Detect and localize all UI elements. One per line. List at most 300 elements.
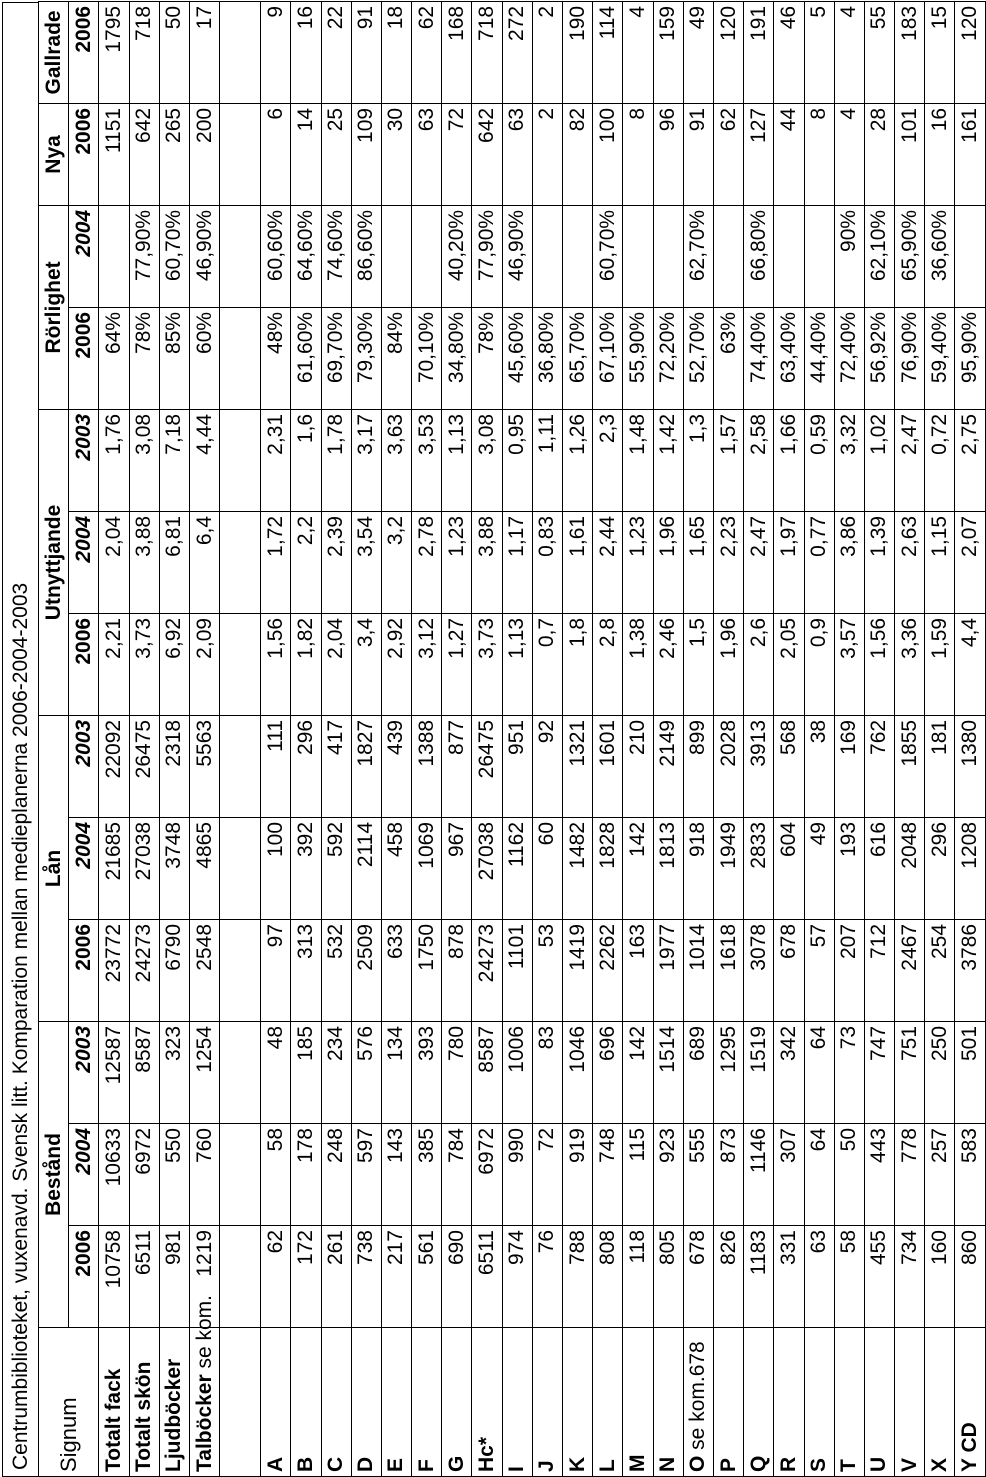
- table-row: [291, 1, 321, 1476]
- table-cell: 3786: [955, 919, 985, 1021]
- table-cell: 27038: [129, 817, 159, 919]
- table-cell: 10633: [99, 1124, 129, 1226]
- signum-label: Totalt skön: [132, 1361, 156, 1472]
- table-cell: 161: [955, 103, 985, 205]
- table-cell: 77,90%: [472, 205, 502, 307]
- table-cell: 2,23: [713, 511, 743, 613]
- table-row: [955, 1, 985, 1476]
- table-row: [381, 1, 411, 1476]
- table-cell: 272: [502, 1, 532, 103]
- table-cell: 501: [955, 1021, 985, 1123]
- table-cell: 1,42: [653, 409, 683, 511]
- table-cell: 1183: [744, 1226, 774, 1328]
- table-cell: 1,61: [563, 511, 593, 613]
- empty-cell: [220, 1124, 261, 1226]
- table-cell: 8587: [472, 1021, 502, 1123]
- table-cell: 142: [623, 817, 653, 919]
- header-year-11: 2006: [69, 103, 99, 205]
- table-cell: 6511: [472, 1226, 502, 1328]
- table-cell: 550: [159, 1124, 189, 1226]
- table-cell: 76,90%: [895, 307, 925, 409]
- table-cell: 1,26: [563, 409, 593, 511]
- table-cell: 747: [864, 1021, 894, 1123]
- table-row: [261, 1, 291, 1476]
- table-cell: 178: [291, 1124, 321, 1226]
- table-cell: 690: [442, 1226, 472, 1328]
- table-cell: 2318: [159, 715, 189, 817]
- table-cell: 696: [593, 1021, 623, 1123]
- table-cell: 4,44: [189, 409, 219, 511]
- table-cell: 1601: [593, 715, 623, 817]
- table-cell: 3,12: [412, 613, 442, 715]
- table-cell: 392: [291, 817, 321, 919]
- totals-row: [99, 1, 129, 1476]
- table-cell: 555: [683, 1124, 713, 1226]
- table-cell: 72,40%: [834, 307, 864, 409]
- row-label: [593, 1328, 623, 1477]
- table-cell: 60,70%: [593, 205, 623, 307]
- table-cell: 52,70%: [683, 307, 713, 409]
- table-cell: 190: [563, 1, 593, 103]
- table-cell: 2149: [653, 715, 683, 817]
- table-cell: 53: [532, 919, 562, 1021]
- table-cell: 38: [804, 715, 834, 817]
- row-label: [804, 1328, 834, 1477]
- table-cell: 393: [412, 1021, 442, 1123]
- table-cell: 417: [321, 715, 351, 817]
- table-cell: 642: [129, 103, 159, 205]
- table-cell: 25: [321, 103, 351, 205]
- table-cell: 48%: [261, 307, 291, 409]
- row-label: [291, 1328, 321, 1477]
- table-cell: 313: [291, 919, 321, 1021]
- table-cell: 1,78: [321, 409, 351, 511]
- empty-cell: [220, 409, 261, 511]
- empty-cell: [220, 103, 261, 205]
- table-cell: 3,36: [895, 613, 925, 715]
- row-label: [189, 1294, 219, 1477]
- table-row: [925, 1, 955, 1476]
- table-cell: 2028: [713, 715, 743, 817]
- table-cell: 2,44: [593, 511, 623, 613]
- empty-cell: [220, 817, 261, 919]
- table-cell: 27038: [472, 817, 502, 919]
- table-cell: 981: [159, 1226, 189, 1328]
- row-label: [321, 1328, 351, 1477]
- table-cell: 826: [713, 1226, 743, 1328]
- row-label: [713, 1328, 743, 1477]
- table-cell: 1380: [955, 715, 985, 817]
- table-cell: 1,11: [532, 409, 562, 511]
- table-row: [683, 1, 713, 1476]
- table-cell: [381, 205, 411, 307]
- table-cell: 1828: [593, 817, 623, 919]
- table-cell: 860: [955, 1226, 985, 1328]
- table-cell: 1813: [653, 817, 683, 919]
- table-cell: 6972: [472, 1124, 502, 1226]
- header-group-5: Gallrade: [39, 1, 69, 103]
- table-cell: 64%: [99, 307, 129, 409]
- table-cell: 1,8: [563, 613, 593, 715]
- row-label: [532, 1328, 562, 1477]
- table-cell: 877: [442, 715, 472, 817]
- table-cell: 3,88: [472, 511, 502, 613]
- signum-label: F: [414, 1459, 438, 1472]
- table-cell: 24273: [472, 919, 502, 1021]
- table-cell: 2833: [744, 817, 774, 919]
- table-cell: 751: [895, 1021, 925, 1123]
- table-cell: 1,96: [713, 613, 743, 715]
- table-cell: 918: [683, 817, 713, 919]
- table-cell: 48: [261, 1021, 291, 1123]
- header-year-10: 2004: [69, 205, 99, 307]
- table-cell: 62: [261, 1226, 291, 1328]
- table-cell: 616: [864, 817, 894, 919]
- table-cell: 61,60%: [291, 307, 321, 409]
- table-cell: 1,13: [442, 409, 472, 511]
- table-cell: 1219: [189, 1226, 219, 1328]
- header-year-0: 2006: [69, 1226, 99, 1328]
- table-cell: 193: [834, 817, 864, 919]
- signum-label: Totalt fack: [101, 1368, 125, 1472]
- row-label: [774, 1328, 804, 1477]
- row-label: [129, 1328, 159, 1477]
- table-cell: 1,39: [864, 511, 894, 613]
- table-cell: 1,65: [683, 511, 713, 613]
- table-cell: 6511: [129, 1226, 159, 1328]
- table-row: [442, 1, 472, 1476]
- table-cell: 748: [593, 1124, 623, 1226]
- empty-cell: [220, 1, 261, 103]
- table-cell: 1,15: [925, 511, 955, 613]
- table-cell: 3,86: [834, 511, 864, 613]
- table-cell: 58: [261, 1124, 291, 1226]
- table-row: [653, 1, 683, 1476]
- table-cell: 248: [321, 1124, 351, 1226]
- table-cell: 1101: [502, 919, 532, 1021]
- table-row: [321, 1, 351, 1476]
- table-cell: 2,09: [189, 613, 219, 715]
- table-cell: 6,4: [189, 511, 219, 613]
- header-group-0: Bestånd: [39, 1021, 69, 1327]
- table-cell: 760: [189, 1124, 219, 1226]
- table-cell: 90%: [834, 205, 864, 307]
- table-cell: 718: [472, 1, 502, 103]
- table-cell: 101: [895, 103, 925, 205]
- signum-label: L: [595, 1459, 619, 1472]
- table-cell: 74,40%: [744, 307, 774, 409]
- table-cell: 808: [593, 1226, 623, 1328]
- table-cell: 1151: [99, 103, 129, 205]
- table-cell: 50: [159, 1, 189, 103]
- table-cell: 172: [291, 1226, 321, 1328]
- table-cell: 0,77: [804, 511, 834, 613]
- table-cell: 64: [804, 1124, 834, 1226]
- table-cell: 26475: [472, 715, 502, 817]
- signum-label: P: [716, 1457, 740, 1472]
- table-cell: 3,32: [834, 409, 864, 511]
- table-cell: 1321: [563, 715, 593, 817]
- table-cell: 82: [563, 103, 593, 205]
- table-cell: 4: [623, 1, 653, 103]
- table-cell: 1750: [412, 919, 442, 1021]
- totals-row: [189, 1, 219, 1476]
- table-cell: 55: [864, 1, 894, 103]
- table-cell: 17: [189, 1, 219, 103]
- table-cell: 0,9: [804, 613, 834, 715]
- signum-label: V: [897, 1457, 921, 1472]
- table-cell: 1618: [713, 919, 743, 1021]
- table-cell: 967: [442, 817, 472, 919]
- table-row: [593, 1, 623, 1476]
- row-label: [834, 1328, 864, 1477]
- table-cell: 185: [291, 1021, 321, 1123]
- row-label: [442, 1328, 472, 1477]
- table-cell: 951: [502, 715, 532, 817]
- table-cell: 604: [774, 817, 804, 919]
- table-cell: 1,97: [774, 511, 804, 613]
- table-cell: 120: [713, 1, 743, 103]
- table-cell: 30: [381, 103, 411, 205]
- table-cell: 58: [834, 1226, 864, 1328]
- table-cell: [623, 205, 653, 307]
- signum-label: M: [625, 1454, 649, 1472]
- table-cell: 873: [713, 1124, 743, 1226]
- signum-label: Talböcker: [192, 1374, 216, 1472]
- table-cell: 210: [623, 715, 653, 817]
- table-cell: 3748: [159, 817, 189, 919]
- table-cell: 83: [532, 1021, 562, 1123]
- header-year-2: 2003: [69, 1021, 99, 1123]
- table-cell: 60: [532, 817, 562, 919]
- table-cell: 3,54: [351, 511, 381, 613]
- table-cell: 0,72: [925, 409, 955, 511]
- table-cell: 24273: [129, 919, 159, 1021]
- comparison-table: [38, 1, 986, 1477]
- table-cell: 455: [864, 1226, 894, 1328]
- header-group-4: Nya: [39, 103, 69, 205]
- signum-label: I: [505, 1466, 529, 1472]
- table-cell: 6790: [159, 919, 189, 1021]
- table-cell: 3,17: [351, 409, 381, 511]
- table-cell: 296: [925, 817, 955, 919]
- table-cell: 95,90%: [955, 307, 985, 409]
- row-label: [502, 1328, 532, 1477]
- table-cell: [532, 205, 562, 307]
- table-cell: 2,8: [593, 613, 623, 715]
- table-cell: [713, 205, 743, 307]
- signum-label: D: [354, 1456, 378, 1472]
- table-cell: 76: [532, 1226, 562, 1328]
- table-cell: 2,63: [895, 511, 925, 613]
- table-cell: 60,60%: [261, 205, 291, 307]
- table-cell: 788: [563, 1226, 593, 1328]
- totals-row: [159, 1, 189, 1476]
- table-cell: [99, 205, 129, 307]
- table-cell: 169: [834, 715, 864, 817]
- table-cell: 762: [864, 715, 894, 817]
- table-cell: 8587: [129, 1021, 159, 1123]
- table-row: [804, 1, 834, 1476]
- table-cell: 191: [744, 1, 774, 103]
- empty-cell: [220, 511, 261, 613]
- table-cell: 28: [864, 103, 894, 205]
- table-cell: 974: [502, 1226, 532, 1328]
- table-cell: 1146: [744, 1124, 774, 1226]
- table-cell: 163: [623, 919, 653, 1021]
- table-cell: 4,4: [955, 613, 985, 715]
- signum-label: X: [927, 1457, 951, 1472]
- table-cell: 439: [381, 715, 411, 817]
- table-cell: 1949: [713, 817, 743, 919]
- table-cell: 72,20%: [653, 307, 683, 409]
- signum-label: T: [837, 1459, 861, 1472]
- table-cell: 734: [895, 1226, 925, 1328]
- table-cell: 2548: [189, 919, 219, 1021]
- table-cell: [955, 205, 985, 307]
- table-cell: 49: [683, 1, 713, 103]
- table-cell: 57: [804, 919, 834, 1021]
- table-row: [623, 1, 653, 1476]
- table-cell: 1069: [412, 817, 442, 919]
- table-cell: [563, 205, 593, 307]
- table-cell: 34,80%: [442, 307, 472, 409]
- header-group-row: [39, 1, 69, 1476]
- row-label: [683, 1328, 713, 1477]
- table-cell: 4: [834, 103, 864, 205]
- table-cell: 1,6: [291, 409, 321, 511]
- table-cell: 77,90%: [129, 205, 159, 307]
- table-cell: [412, 205, 442, 307]
- table-cell: 3,57: [834, 613, 864, 715]
- row-label: [925, 1328, 955, 1477]
- row-label: [955, 1328, 985, 1477]
- table-cell: 22092: [99, 715, 129, 817]
- table-cell: 181: [925, 715, 955, 817]
- signum-label: J: [535, 1460, 559, 1472]
- table-cell: 159: [653, 1, 683, 103]
- header-year-3: 2006: [69, 919, 99, 1021]
- table-cell: 62: [412, 1, 442, 103]
- table-cell: 45,60%: [502, 307, 532, 409]
- signum-label: C: [324, 1456, 348, 1472]
- table-cell: 9: [261, 1, 291, 103]
- table-row: [774, 1, 804, 1476]
- table-cell: 46: [774, 1, 804, 103]
- table-cell: 0,59: [804, 409, 834, 511]
- table-cell: 160: [925, 1226, 955, 1328]
- table-cell: 3,73: [129, 613, 159, 715]
- table-cell: 1,56: [864, 613, 894, 715]
- table-cell: 0,7: [532, 613, 562, 715]
- row-label: [744, 1328, 774, 1477]
- table-cell: 2,04: [321, 613, 351, 715]
- table-row: [895, 1, 925, 1476]
- header-group-1: Lån: [39, 715, 69, 1021]
- table-cell: 59,40%: [925, 307, 955, 409]
- header-year-7: 2004: [69, 511, 99, 613]
- table-cell: 805: [653, 1226, 683, 1328]
- table-cell: 91: [351, 1, 381, 103]
- table-cell: 8: [804, 103, 834, 205]
- header-year-9: 2006: [69, 307, 99, 409]
- table-cell: 46,90%: [502, 205, 532, 307]
- table-cell: 2: [532, 103, 562, 205]
- table-cell: 780: [442, 1021, 472, 1123]
- table-cell: 919: [563, 1124, 593, 1226]
- table-cell: 3,2: [381, 511, 411, 613]
- row-label: [472, 1328, 502, 1477]
- table-cell: 134: [381, 1021, 411, 1123]
- table-cell: 0,95: [502, 409, 532, 511]
- table-row: [472, 1, 502, 1476]
- table-cell: 67,10%: [593, 307, 623, 409]
- signum-label: E: [384, 1457, 408, 1472]
- table-row: [834, 1, 864, 1476]
- table-cell: 597: [351, 1124, 381, 1226]
- table-cell: 2262: [593, 919, 623, 1021]
- empty-cell: [220, 1021, 261, 1123]
- table-cell: 115: [623, 1124, 653, 1226]
- table-cell: 1046: [563, 1021, 593, 1123]
- totals-row: [129, 1, 159, 1476]
- table-cell: 63: [412, 103, 442, 205]
- table-cell: 990: [502, 1124, 532, 1226]
- table-cell: 1,02: [864, 409, 894, 511]
- table-cell: 118: [623, 1226, 653, 1328]
- table-cell: 385: [412, 1124, 442, 1226]
- table-cell: 923: [653, 1124, 683, 1226]
- table-cell: 72: [442, 103, 472, 205]
- signum-label: B: [293, 1456, 317, 1472]
- table-cell: 72: [532, 1124, 562, 1226]
- table-cell: 6,81: [159, 511, 189, 613]
- table-cell: 46,90%: [189, 205, 219, 307]
- table-cell: 1,66: [774, 409, 804, 511]
- row-label: [159, 1328, 189, 1477]
- table-cell: 56,92%: [864, 307, 894, 409]
- table-cell: 79,30%: [351, 307, 381, 409]
- table-cell: 60%: [189, 307, 219, 409]
- table-cell: 784: [442, 1124, 472, 1226]
- table-cell: 331: [774, 1226, 804, 1328]
- signum-note: se kom.: [192, 1294, 216, 1375]
- table-cell: 2048: [895, 817, 925, 919]
- table-cell: 168: [442, 1, 472, 103]
- table-cell: 66,80%: [744, 205, 774, 307]
- empty-cell: [220, 1328, 261, 1477]
- table-cell: 64,60%: [291, 205, 321, 307]
- header-year-12: 2006: [69, 1, 99, 103]
- table-cell: 7,18: [159, 409, 189, 511]
- table-cell: 1,48: [623, 409, 653, 511]
- table-cell: 878: [442, 919, 472, 1021]
- table-cell: 3,73: [472, 613, 502, 715]
- table-cell: 63: [804, 1226, 834, 1328]
- table-cell: 1855: [895, 715, 925, 817]
- table-cell: 458: [381, 817, 411, 919]
- table-cell: 583: [955, 1124, 985, 1226]
- table-cell: 2,39: [321, 511, 351, 613]
- table-cell: 689: [683, 1021, 713, 1123]
- header-year-6: 2006: [69, 613, 99, 715]
- table-cell: 1,5: [683, 613, 713, 715]
- table-cell: 64: [804, 1021, 834, 1123]
- table-cell: 85%: [159, 307, 189, 409]
- row-label: [623, 1328, 653, 1477]
- table-cell: 22: [321, 1, 351, 103]
- table-cell: 1,23: [442, 511, 472, 613]
